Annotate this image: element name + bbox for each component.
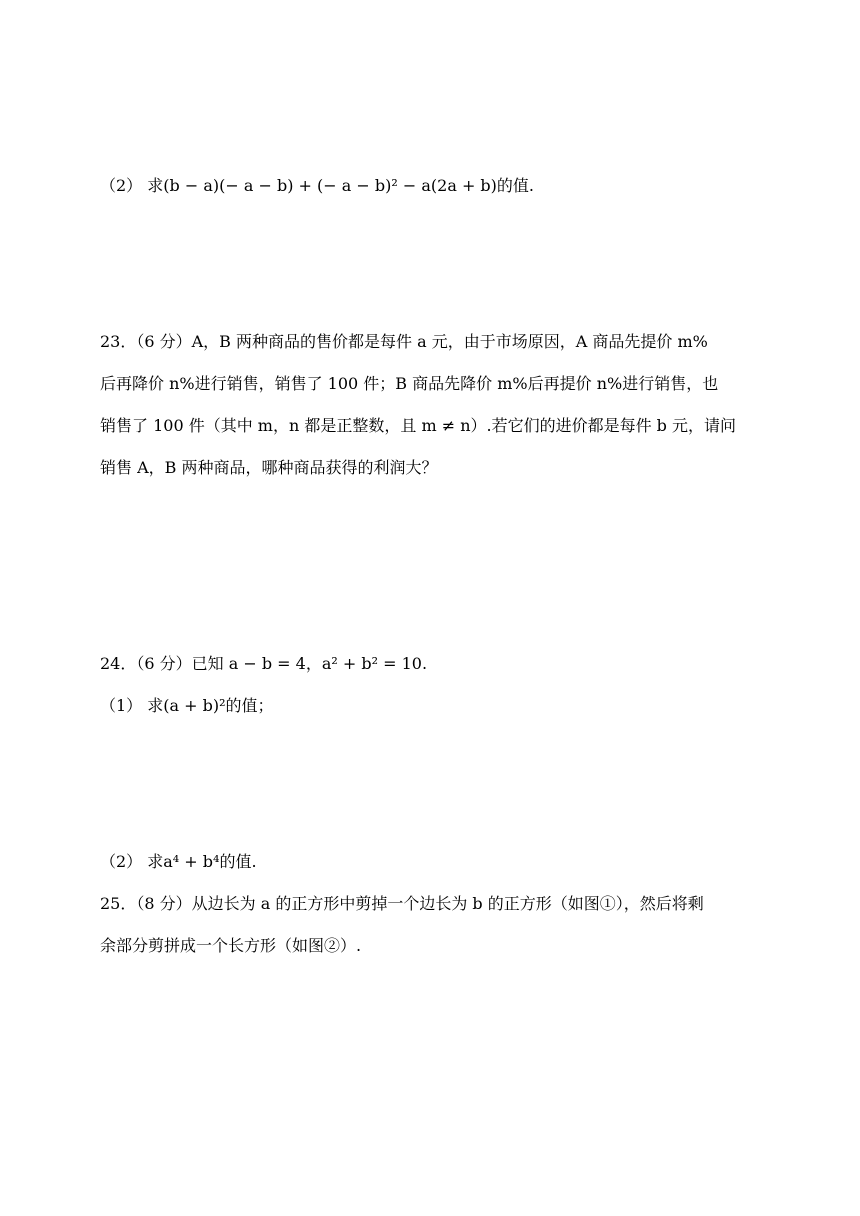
q23-line4: 销售 A，B 两种商品，哪种商品获得的利润大？: [100, 458, 438, 477]
q22-part2: （2） 求(b − a)(− a − b) + (− a − b)² − a(2a + b)的值.: [100, 176, 535, 195]
q25-line2: 余部分剪拼成一个长方形（如图②）.: [100, 936, 362, 955]
q23-line3: 销售了 100 件（其中 m，n 都是正整数，且 m ≠ n）.若它们的进价都是每件 b 元，请问: [100, 416, 737, 435]
q24-stem: 24．（6 分）已知 a − b = 4，a² + b² = 10.: [100, 654, 428, 673]
q23-line2: 后再降价 n%进行销售，销售了 100 件；B 商品先降价 m%后再提价 n%进行销售，也: [100, 374, 719, 393]
q24-part1: （1） 求(a + b)²的值；: [100, 696, 274, 715]
q25-line1: 25．（8 分）从边长为 a 的正方形中剪掉一个边长为 b 的正方形（如图①），然后将剩: [100, 894, 704, 913]
q23-line1: 23．（6 分）A，B 两种商品的售价都是每件 a 元，由于市场原因，A 商品先提价 m%: [100, 332, 708, 351]
q24-part2: （2） 求a⁴ + b⁴的值.: [100, 852, 257, 871]
